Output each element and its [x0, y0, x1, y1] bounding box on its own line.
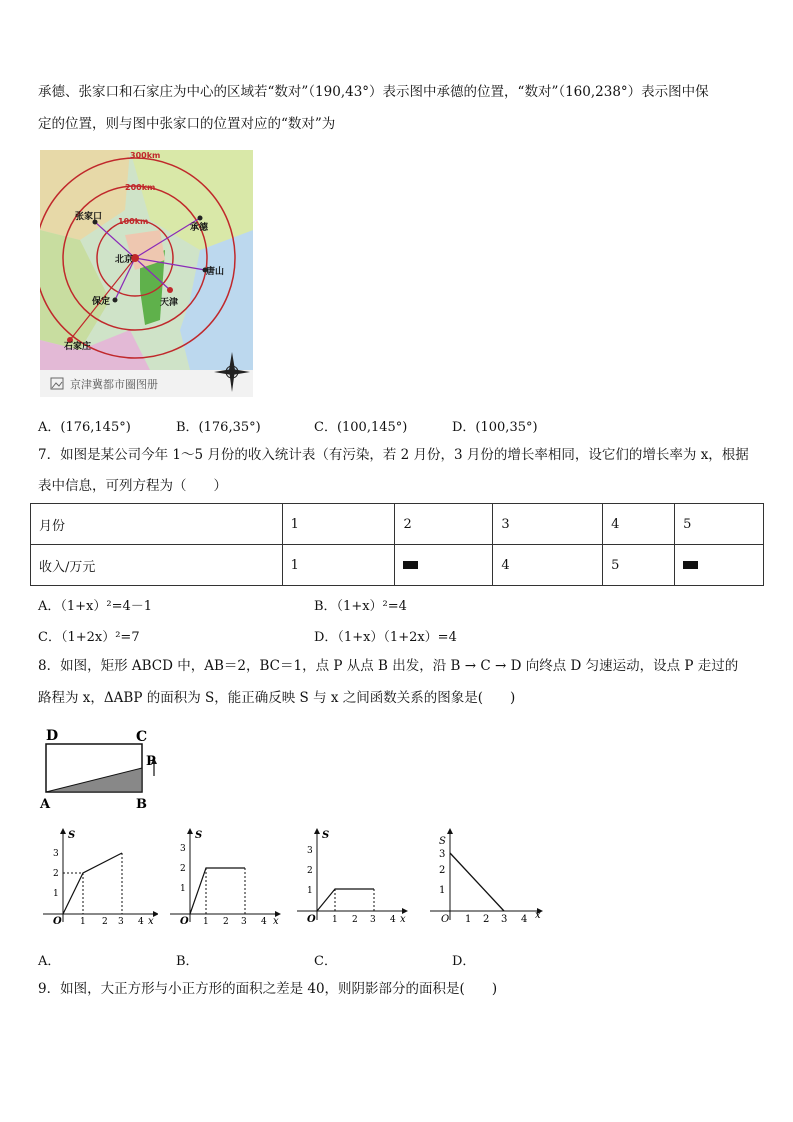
svg-text:3: 3	[53, 849, 59, 859]
svg-text:4: 4	[390, 915, 396, 925]
q7-option-c[interactable]: C．（1+2x）²=7	[38, 630, 140, 645]
svg-text:O: O	[180, 916, 189, 926]
income-cell: 5	[603, 545, 675, 586]
svg-text:S: S	[322, 830, 330, 841]
svg-text:O: O	[441, 914, 450, 925]
q7-option-b[interactable]: B．（1+x）²=4	[314, 599, 407, 614]
table-row	[31, 504, 764, 545]
month-cell: 4	[603, 504, 675, 545]
svg-text:2: 2	[223, 917, 229, 926]
q8-option-d[interactable]: D．	[452, 954, 476, 969]
graph-b[interactable]	[165, 826, 285, 926]
city-tianjin: 天津	[160, 298, 179, 308]
svg-text:1: 1	[465, 914, 472, 925]
ink-smudge	[403, 561, 418, 569]
income-cell-smudged	[395, 545, 493, 586]
q7-option-a[interactable]: A．（1+x）²=4－1	[38, 599, 153, 614]
svg-text:x: x	[400, 914, 406, 925]
ink-smudge	[683, 561, 698, 569]
svg-text:O: O	[53, 916, 62, 926]
svg-text:3: 3	[501, 914, 508, 925]
svg-text:1: 1	[203, 917, 209, 926]
svg-text:S: S	[439, 836, 446, 847]
svg-text:3: 3	[241, 917, 247, 926]
svg-text:x: x	[535, 910, 541, 921]
label-c: C	[136, 729, 148, 745]
label-b: B	[136, 797, 147, 812]
graph-a[interactable]	[38, 826, 158, 926]
graph-c[interactable]	[292, 826, 412, 926]
svg-text:2: 2	[180, 864, 186, 874]
month-cell: 1	[282, 504, 395, 545]
svg-text:3: 3	[180, 844, 186, 854]
svg-text:1: 1	[332, 915, 338, 925]
svg-text:S: S	[68, 830, 76, 841]
ring-label-100: 100km	[118, 217, 149, 226]
svg-text:2: 2	[102, 917, 108, 926]
income-cell: 4	[493, 545, 603, 586]
svg-text:4: 4	[138, 917, 144, 926]
income-header: 收入/万元	[31, 545, 283, 586]
q7-text-line2: 表中信息，可列方程为（ ）	[38, 478, 227, 494]
svg-text:1: 1	[53, 889, 59, 899]
rectangle-abcd-figure	[38, 724, 168, 816]
ring-label-300: 300km	[130, 151, 161, 160]
svg-text:3: 3	[118, 917, 124, 926]
q6-option-d[interactable]: D．(100,35°)	[452, 420, 538, 435]
income-table	[30, 503, 764, 586]
q8-option-b[interactable]: B．	[176, 954, 199, 969]
svg-text:3: 3	[370, 915, 376, 925]
svg-text:2: 2	[483, 914, 490, 925]
label-d: D	[46, 728, 59, 744]
month-cell: 2	[395, 504, 493, 545]
svg-text:2: 2	[439, 865, 446, 876]
q7-text-line1: 7．如图是某公司今年 1～5 月份的收入统计表（有污染，若 2 月份，3 月份的增长率相同，设它们的增长率为 x，根据	[38, 447, 749, 463]
label-a: A	[40, 797, 51, 812]
svg-text:2: 2	[53, 869, 59, 879]
svg-text:1: 1	[307, 886, 313, 896]
svg-text:x: x	[273, 916, 279, 926]
compass-rose-icon	[212, 350, 252, 394]
svg-text:1: 1	[180, 884, 186, 894]
q8-text-line1: 8．如图，矩形 ABCD 中，AB＝2，BC＝1，点 P 从点 B 出发，沿 B → C → D 向终点 D 匀速运动，设点 P 走过的	[38, 658, 739, 674]
city-beijing: 北京	[115, 255, 134, 265]
q6-option-b[interactable]: B．(176,35°)	[176, 420, 261, 435]
income-cell-smudged	[675, 545, 764, 586]
svg-text:3: 3	[439, 849, 446, 860]
map-caption: 京津冀都市圈图册	[70, 378, 158, 391]
city-shijiazhuang: 石家庄	[64, 342, 92, 352]
q6-text-line1: 承德、张家口和石家庄为中心的区域若“数对”（190,43°）表示图中承德的位置，“数对”（160,238°）表示图中保	[38, 84, 709, 100]
q8-option-c[interactable]: C．	[314, 954, 337, 969]
table-row	[31, 545, 764, 586]
svg-text:2: 2	[352, 915, 358, 925]
svg-text:S: S	[195, 830, 203, 841]
q6-option-c[interactable]: C．(100,145°)	[314, 420, 408, 435]
q9-text-line1: 9．如图，大正方形与小正方形的面积之差是 40，则阴影部分的面积是( )	[38, 981, 498, 997]
city-zhangjiakou: 张家口	[75, 212, 103, 222]
svg-text:3: 3	[307, 846, 313, 856]
svg-text:4: 4	[521, 914, 528, 925]
q7-option-d[interactable]: D．（1+x）（1+2x）=4	[314, 630, 457, 645]
month-cell: 3	[493, 504, 603, 545]
image-icon	[50, 377, 64, 390]
income-cell: 1	[282, 545, 395, 586]
svg-text:1: 1	[439, 885, 446, 896]
q6-text-line2: 定的位置，则与图中张家口的位置对应的“数对”为	[38, 116, 336, 132]
svg-text:4: 4	[261, 917, 267, 926]
ring-label-200: 200km	[125, 183, 156, 192]
label-p: P	[146, 754, 156, 769]
svg-text:1: 1	[80, 917, 86, 926]
map-caption-bar	[40, 370, 253, 397]
month-cell: 5	[675, 504, 764, 545]
q8-text-line2: 路程为 x，ΔABP 的面积为 S，能正确反映 S 与 x 之间函数关系的图象是( )	[38, 690, 516, 706]
graph-d[interactable]	[425, 826, 550, 926]
jing-jin-ji-map	[40, 150, 253, 397]
city-baoding: 保定	[92, 297, 111, 307]
city-tangshan: 唐山	[206, 267, 225, 277]
q6-option-a[interactable]: A．(176,145°)	[38, 420, 131, 435]
city-chengde: 承德	[190, 223, 209, 233]
svg-text:O: O	[307, 914, 316, 925]
month-header: 月份	[31, 504, 283, 545]
q8-option-a[interactable]: A．	[38, 954, 61, 969]
svg-text:x: x	[148, 916, 154, 926]
svg-text:2: 2	[307, 866, 313, 876]
